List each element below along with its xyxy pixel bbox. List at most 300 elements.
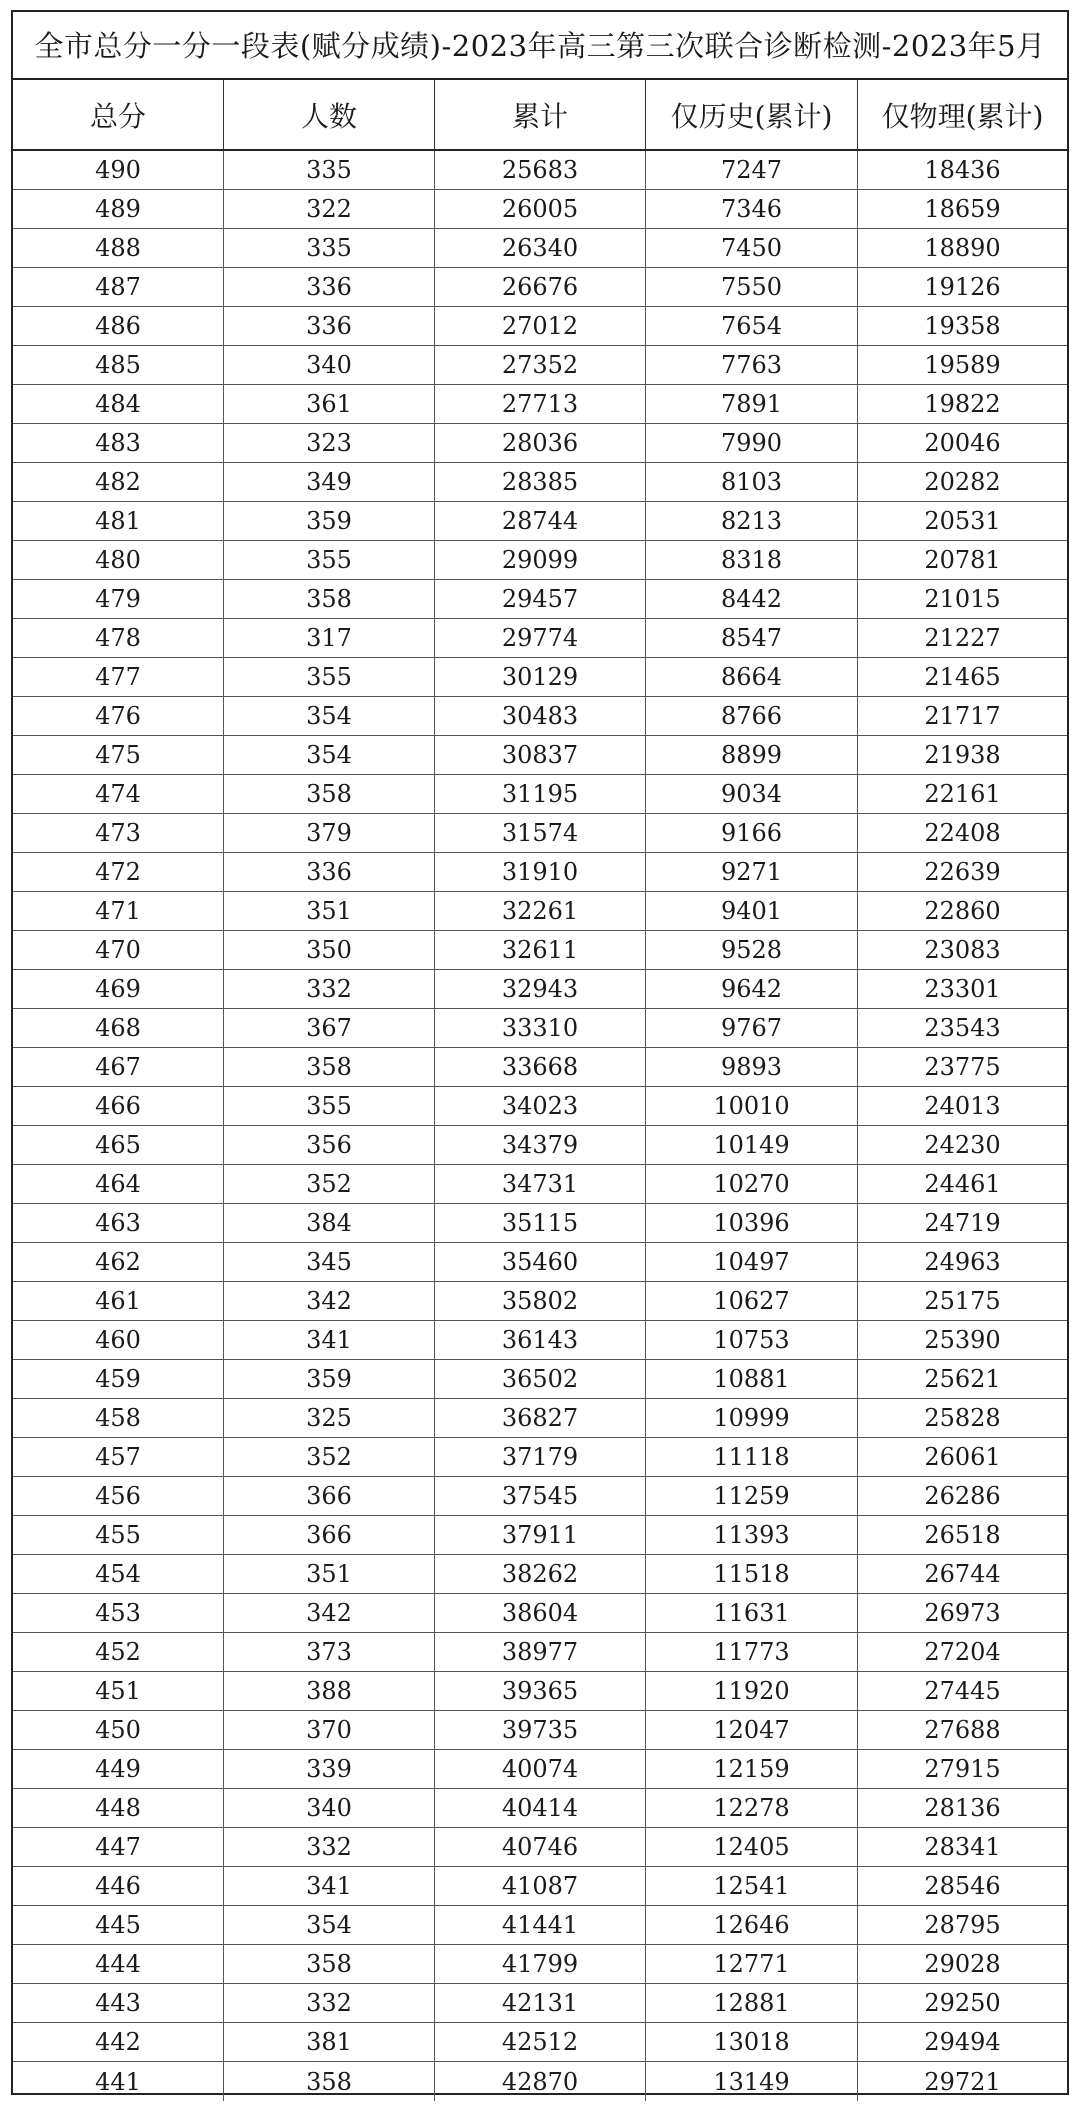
cell-history-cumulative: 10881: [646, 1360, 858, 1398]
cell-cumulative: 35460: [435, 1243, 646, 1281]
table-row: [13, 1399, 1067, 1438]
cell-physics-cumulative: 24013: [924, 1092, 1001, 1120]
cell-physics-cumulative: 26744: [924, 1560, 1001, 1588]
cell-count: 340: [224, 1789, 435, 1827]
cell-physics-cumulative: 28341: [924, 1833, 1001, 1861]
cell-count: 339: [224, 1750, 435, 1788]
cell-physics-cumulative: 25175: [924, 1287, 1001, 1315]
table-row: [13, 1126, 1067, 1165]
cell-cumulative: 28036: [435, 424, 646, 462]
cell-count: 358: [224, 775, 435, 813]
cell-total-score: 442: [13, 2023, 224, 2061]
cell-cumulative: 37179: [435, 1438, 646, 1476]
cell-cumulative: 35802: [435, 1282, 646, 1320]
cell-total-score: 462: [13, 1243, 224, 1281]
cell-history-cumulative: 10999: [646, 1399, 858, 1437]
cell-count: 332: [224, 970, 435, 1008]
cell-physics-cumulative: 22408: [924, 819, 1001, 847]
cell-total-score: 477: [13, 658, 224, 696]
cell-total-score: 452: [13, 1633, 224, 1671]
cell-physics-cumulative: 25390: [924, 1326, 1001, 1354]
cell-history-cumulative: 8213: [646, 502, 858, 540]
cell-total-score: 455: [13, 1516, 224, 1554]
cell-cumulative: 29099: [435, 541, 646, 579]
cell-physics-cumulative: 24230: [924, 1131, 1001, 1159]
cell-cumulative: 36502: [435, 1360, 646, 1398]
cell-history-cumulative: 7346: [646, 190, 858, 228]
cell-physics-cumulative: 29721: [924, 2067, 1001, 2096]
cell-count: 340: [224, 346, 435, 384]
cell-total-score: 467: [13, 1048, 224, 1086]
cell-cumulative: 40414: [435, 1789, 646, 1827]
cell-count: 356: [224, 1126, 435, 1164]
cell-count: 335: [224, 229, 435, 267]
cell-total-score: 486: [13, 307, 224, 345]
cell-cumulative: 38604: [435, 1594, 646, 1632]
cell-count: 366: [224, 1477, 435, 1515]
cell-history-cumulative: 11118: [646, 1438, 858, 1476]
cell-total-score: 447: [13, 1828, 224, 1866]
cell-physics-cumulative: 23543: [924, 1014, 1001, 1042]
cell-count: 379: [224, 814, 435, 852]
table-row: [13, 1243, 1067, 1282]
cell-cumulative: 32943: [435, 970, 646, 1008]
cell-cumulative: 34379: [435, 1126, 646, 1164]
cell-cumulative: 38977: [435, 1633, 646, 1671]
cell-total-score: 466: [13, 1087, 224, 1125]
table-row: [13, 1048, 1067, 1087]
cell-total-score: 474: [13, 775, 224, 813]
table-row: [13, 970, 1067, 1009]
cell-history-cumulative: 10497: [646, 1243, 858, 1281]
cell-history-cumulative: 7990: [646, 424, 858, 462]
cell-physics-cumulative: 27204: [924, 1638, 1001, 1666]
table-row: [13, 1750, 1067, 1789]
cell-cumulative: 26005: [435, 190, 646, 228]
cell-physics-cumulative: 20282: [924, 468, 1001, 496]
table-row: [13, 2023, 1067, 2062]
cell-physics-cumulative: 19126: [924, 273, 1001, 301]
cell-count: 345: [224, 1243, 435, 1281]
table-row: [13, 1165, 1067, 1204]
cell-cumulative: 36143: [435, 1321, 646, 1359]
cell-physics-cumulative: 25828: [924, 1404, 1001, 1432]
cell-physics-cumulative: 24461: [924, 1170, 1001, 1198]
cell-history-cumulative: 12646: [646, 1906, 858, 1944]
cell-history-cumulative: 12047: [646, 1711, 858, 1749]
cell-history-cumulative: 8899: [646, 736, 858, 774]
table-row: [13, 1477, 1067, 1516]
cell-count: 358: [224, 1048, 435, 1086]
cell-cumulative: 34023: [435, 1087, 646, 1125]
cell-count: 317: [224, 619, 435, 657]
cell-total-score: 448: [13, 1789, 224, 1827]
cell-cumulative: 40746: [435, 1828, 646, 1866]
table-row: [13, 1906, 1067, 1945]
cell-history-cumulative: 8318: [646, 541, 858, 579]
cell-physics-cumulative: 28795: [924, 1911, 1001, 1939]
table-row: [13, 1321, 1067, 1360]
cell-count: 366: [224, 1516, 435, 1554]
cell-total-score: 464: [13, 1165, 224, 1203]
cell-total-score: 472: [13, 853, 224, 891]
cell-total-score: 476: [13, 697, 224, 735]
cell-total-score: 459: [13, 1360, 224, 1398]
cell-history-cumulative: 9767: [646, 1009, 858, 1047]
cell-history-cumulative: 8442: [646, 580, 858, 618]
cell-count: 354: [224, 736, 435, 774]
cell-history-cumulative: 11518: [646, 1555, 858, 1593]
cell-total-score: 463: [13, 1204, 224, 1242]
table-row: [13, 346, 1067, 385]
cell-history-cumulative: 11393: [646, 1516, 858, 1554]
cell-count: 322: [224, 190, 435, 228]
cell-count: 358: [224, 580, 435, 618]
table-body: [13, 151, 1067, 2101]
cell-cumulative: 41441: [435, 1906, 646, 1944]
header-count: 人数: [224, 80, 435, 149]
cell-physics-cumulative: 22860: [924, 897, 1001, 925]
cell-cumulative: 29457: [435, 580, 646, 618]
cell-cumulative: 27012: [435, 307, 646, 345]
cell-count: 332: [224, 1984, 435, 2022]
cell-physics-cumulative: 23083: [924, 936, 1001, 964]
cell-cumulative: 39365: [435, 1672, 646, 1710]
cell-count: 323: [224, 424, 435, 462]
cell-total-score: 444: [13, 1945, 224, 1983]
cell-physics-cumulative: 18436: [924, 156, 1001, 184]
cell-physics-cumulative: 19358: [924, 312, 1001, 340]
cell-history-cumulative: 7654: [646, 307, 858, 345]
cell-cumulative: 35115: [435, 1204, 646, 1242]
cell-physics-cumulative: 19589: [924, 351, 1001, 379]
cell-total-score: 454: [13, 1555, 224, 1593]
cell-history-cumulative: 8547: [646, 619, 858, 657]
table-row: [13, 1945, 1067, 1984]
table-row: [13, 424, 1067, 463]
cell-count: 342: [224, 1594, 435, 1632]
cell-physics-cumulative: 25621: [924, 1365, 1001, 1393]
cell-physics-cumulative: 21015: [924, 585, 1001, 613]
table-row: [13, 580, 1067, 619]
cell-history-cumulative: 11259: [646, 1477, 858, 1515]
table-row: [13, 1555, 1067, 1594]
table-row: [13, 1438, 1067, 1477]
table-row: [13, 1087, 1067, 1126]
table-row: [13, 931, 1067, 970]
cell-count: 341: [224, 1321, 435, 1359]
cell-history-cumulative: 7450: [646, 229, 858, 267]
cell-history-cumulative: 7247: [646, 151, 858, 189]
cell-physics-cumulative: 24963: [924, 1248, 1001, 1276]
table-title: 全市总分一分一段表(赋分成绩)-2023年高三第三次联合诊断检测-2023年5月: [13, 12, 1067, 80]
cell-count: 352: [224, 1165, 435, 1203]
cell-physics-cumulative: 22639: [924, 858, 1001, 886]
table-row: [13, 307, 1067, 346]
header-history-cumulative: 仅历史(累计): [646, 80, 858, 149]
cell-count: 358: [224, 2062, 435, 2101]
cell-history-cumulative: 12159: [646, 1750, 858, 1788]
cell-total-score: 485: [13, 346, 224, 384]
cell-total-score: 456: [13, 1477, 224, 1515]
cell-total-score: 475: [13, 736, 224, 774]
cell-physics-cumulative: 24719: [924, 1209, 1001, 1237]
cell-physics-cumulative: 20781: [924, 546, 1001, 574]
cell-count: 351: [224, 1555, 435, 1593]
cell-total-score: 484: [13, 385, 224, 423]
cell-total-score: 490: [13, 151, 224, 189]
cell-physics-cumulative: 21717: [924, 702, 1001, 730]
cell-cumulative: 31574: [435, 814, 646, 852]
cell-total-score: 461: [13, 1282, 224, 1320]
cell-count: 335: [224, 151, 435, 189]
cell-cumulative: 38262: [435, 1555, 646, 1593]
cell-total-score: 445: [13, 1906, 224, 1944]
cell-count: 351: [224, 892, 435, 930]
cell-cumulative: 42512: [435, 2023, 646, 2061]
cell-physics-cumulative: 23775: [924, 1053, 1001, 1081]
table-row: [13, 1516, 1067, 1555]
table-row: [13, 541, 1067, 580]
table-row: [13, 1009, 1067, 1048]
table-row: [13, 502, 1067, 541]
table-row: [13, 658, 1067, 697]
cell-history-cumulative: 11631: [646, 1594, 858, 1632]
cell-cumulative: 41087: [435, 1867, 646, 1905]
cell-history-cumulative: 12278: [646, 1789, 858, 1827]
cell-cumulative: 30129: [435, 658, 646, 696]
cell-history-cumulative: 9034: [646, 775, 858, 813]
cell-total-score: 449: [13, 1750, 224, 1788]
table-row: [13, 1360, 1067, 1399]
table-row: [13, 385, 1067, 424]
cell-cumulative: 34731: [435, 1165, 646, 1203]
table-row: [13, 268, 1067, 307]
cell-cumulative: 37911: [435, 1516, 646, 1554]
cell-physics-cumulative: 23301: [924, 975, 1001, 1003]
cell-physics-cumulative: 27445: [924, 1677, 1001, 1705]
cell-count: 341: [224, 1867, 435, 1905]
cell-count: 336: [224, 853, 435, 891]
cell-total-score: 453: [13, 1594, 224, 1632]
cell-history-cumulative: 9642: [646, 970, 858, 1008]
cell-total-score: 451: [13, 1672, 224, 1710]
table-row: [13, 697, 1067, 736]
cell-total-score: 468: [13, 1009, 224, 1047]
cell-cumulative: 33310: [435, 1009, 646, 1047]
cell-cumulative: 41799: [435, 1945, 646, 1983]
table-row: [13, 463, 1067, 502]
cell-physics-cumulative: 26973: [924, 1599, 1001, 1627]
table-row: [13, 1633, 1067, 1672]
cell-count: 355: [224, 541, 435, 579]
cell-count: 361: [224, 385, 435, 423]
cell-total-score: 470: [13, 931, 224, 969]
cell-count: 358: [224, 1945, 435, 1983]
cell-cumulative: 28744: [435, 502, 646, 540]
table-row: [13, 1204, 1067, 1243]
cell-history-cumulative: 10627: [646, 1282, 858, 1320]
cell-total-score: 483: [13, 424, 224, 462]
cell-count: 355: [224, 1087, 435, 1125]
cell-total-score: 481: [13, 502, 224, 540]
cell-history-cumulative: 10753: [646, 1321, 858, 1359]
cell-cumulative: 36827: [435, 1399, 646, 1437]
cell-physics-cumulative: 27915: [924, 1755, 1001, 1783]
cell-total-score: 489: [13, 190, 224, 228]
cell-cumulative: 37545: [435, 1477, 646, 1515]
cell-count: 325: [224, 1399, 435, 1437]
cell-history-cumulative: 9271: [646, 853, 858, 891]
cell-total-score: 441: [13, 2062, 224, 2101]
cell-cumulative: 31195: [435, 775, 646, 813]
cell-count: 384: [224, 1204, 435, 1242]
cell-history-cumulative: 9528: [646, 931, 858, 969]
table-row: [13, 736, 1067, 775]
cell-cumulative: 31910: [435, 853, 646, 891]
cell-count: 359: [224, 502, 435, 540]
cell-cumulative: 29774: [435, 619, 646, 657]
cell-physics-cumulative: 29494: [924, 2028, 1001, 2056]
cell-count: 332: [224, 1828, 435, 1866]
cell-count: 336: [224, 307, 435, 345]
cell-history-cumulative: 12405: [646, 1828, 858, 1866]
cell-physics-cumulative: 20046: [924, 429, 1001, 457]
cell-physics-cumulative: 27688: [924, 1716, 1001, 1744]
table-row: [13, 2062, 1067, 2101]
cell-physics-cumulative: 21465: [924, 663, 1001, 691]
cell-count: 359: [224, 1360, 435, 1398]
cell-cumulative: 32261: [435, 892, 646, 930]
cell-cumulative: 30483: [435, 697, 646, 735]
cell-count: 373: [224, 1633, 435, 1671]
cell-history-cumulative: 10396: [646, 1204, 858, 1242]
cell-history-cumulative: 9166: [646, 814, 858, 852]
cell-total-score: 460: [13, 1321, 224, 1359]
cell-cumulative: 39735: [435, 1711, 646, 1749]
table-row: [13, 151, 1067, 190]
header-cumulative: 累计: [435, 80, 646, 149]
cell-physics-cumulative: 29250: [924, 1989, 1001, 2017]
table-row: [13, 1711, 1067, 1750]
table-row: [13, 853, 1067, 892]
cell-cumulative: 33668: [435, 1048, 646, 1086]
cell-count: 354: [224, 697, 435, 735]
cell-total-score: 479: [13, 580, 224, 618]
cell-history-cumulative: 9893: [646, 1048, 858, 1086]
table-row: [13, 1594, 1067, 1633]
cell-count: 370: [224, 1711, 435, 1749]
cell-count: 354: [224, 1906, 435, 1944]
cell-total-score: 465: [13, 1126, 224, 1164]
cell-total-score: 446: [13, 1867, 224, 1905]
cell-total-score: 482: [13, 463, 224, 501]
cell-history-cumulative: 8664: [646, 658, 858, 696]
cell-history-cumulative: 11773: [646, 1633, 858, 1671]
cell-history-cumulative: 13149: [646, 2062, 858, 2101]
score-distribution-table: [11, 10, 1069, 2095]
cell-count: 350: [224, 931, 435, 969]
table-row: [13, 1984, 1067, 2023]
cell-count: 349: [224, 463, 435, 501]
table-row: [13, 1828, 1067, 1867]
table-row: [13, 1672, 1067, 1711]
cell-history-cumulative: 11920: [646, 1672, 858, 1710]
cell-total-score: 458: [13, 1399, 224, 1437]
table-row: [13, 190, 1067, 229]
cell-total-score: 443: [13, 1984, 224, 2022]
cell-cumulative: 27352: [435, 346, 646, 384]
cell-physics-cumulative: 22161: [924, 780, 1001, 808]
cell-total-score: 450: [13, 1711, 224, 1749]
cell-count: 352: [224, 1438, 435, 1476]
cell-history-cumulative: 12541: [646, 1867, 858, 1905]
cell-history-cumulative: 12771: [646, 1945, 858, 1983]
cell-total-score: 488: [13, 229, 224, 267]
table-row: [13, 229, 1067, 268]
cell-history-cumulative: 7891: [646, 385, 858, 423]
cell-physics-cumulative: 26286: [924, 1482, 1001, 1510]
cell-physics-cumulative: 28546: [924, 1872, 1001, 1900]
cell-physics-cumulative: 26518: [924, 1521, 1001, 1549]
table-row: [13, 775, 1067, 814]
cell-cumulative: 32611: [435, 931, 646, 969]
cell-cumulative: 42131: [435, 1984, 646, 2022]
cell-cumulative: 26676: [435, 268, 646, 306]
cell-physics-cumulative: 20531: [924, 507, 1001, 535]
cell-history-cumulative: 7763: [646, 346, 858, 384]
cell-history-cumulative: 8766: [646, 697, 858, 735]
cell-physics-cumulative: 29028: [924, 1950, 1001, 1978]
cell-count: 381: [224, 2023, 435, 2061]
cell-physics-cumulative: 21938: [924, 741, 1001, 769]
cell-total-score: 457: [13, 1438, 224, 1476]
cell-history-cumulative: 12881: [646, 1984, 858, 2022]
table-row: [13, 1789, 1067, 1828]
cell-cumulative: 26340: [435, 229, 646, 267]
cell-physics-cumulative: 18890: [924, 234, 1001, 262]
cell-count: 336: [224, 268, 435, 306]
cell-history-cumulative: 10270: [646, 1165, 858, 1203]
cell-physics-cumulative: 19822: [924, 390, 1001, 418]
header-total-score: 总分: [13, 80, 224, 149]
cell-physics-cumulative: 18659: [924, 195, 1001, 223]
cell-cumulative: 30837: [435, 736, 646, 774]
header-physics-cumulative: 仅物理(累计): [881, 99, 1044, 133]
cell-total-score: 478: [13, 619, 224, 657]
cell-history-cumulative: 8103: [646, 463, 858, 501]
cell-history-cumulative: 13018: [646, 2023, 858, 2061]
cell-history-cumulative: 10010: [646, 1087, 858, 1125]
cell-total-score: 487: [13, 268, 224, 306]
cell-physics-cumulative: 21227: [924, 624, 1001, 652]
table-header-row: [13, 80, 1067, 151]
cell-cumulative: 42870: [435, 2062, 646, 2101]
table-row: [13, 1282, 1067, 1321]
cell-total-score: 471: [13, 892, 224, 930]
cell-count: 367: [224, 1009, 435, 1047]
cell-total-score: 480: [13, 541, 224, 579]
cell-history-cumulative: 7550: [646, 268, 858, 306]
cell-physics-cumulative: 26061: [924, 1443, 1001, 1471]
cell-count: 388: [224, 1672, 435, 1710]
cell-cumulative: 28385: [435, 463, 646, 501]
cell-count: 355: [224, 658, 435, 696]
table-row: [13, 814, 1067, 853]
cell-physics-cumulative: 28136: [924, 1794, 1001, 1822]
cell-cumulative: 40074: [435, 1750, 646, 1788]
cell-cumulative: 27713: [435, 385, 646, 423]
